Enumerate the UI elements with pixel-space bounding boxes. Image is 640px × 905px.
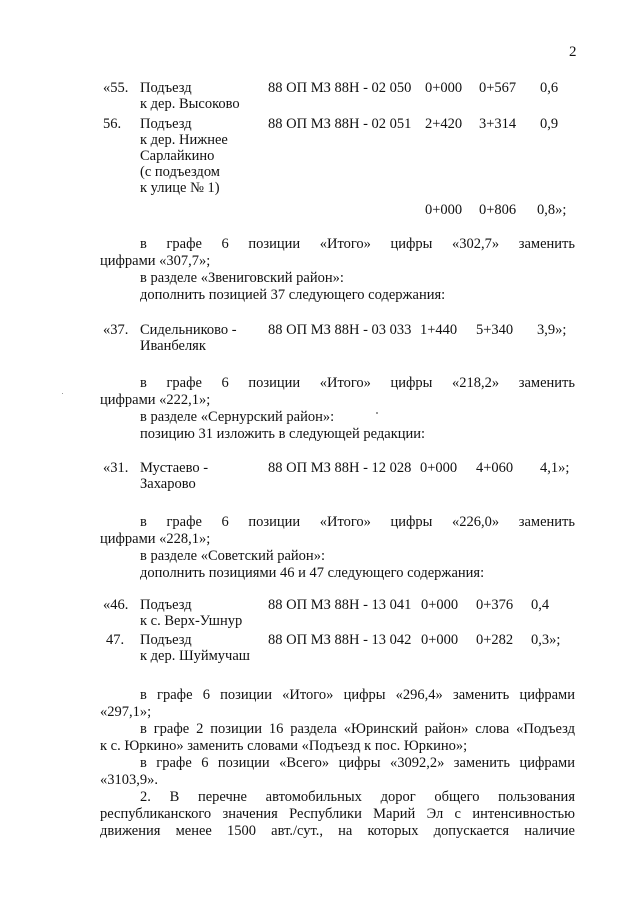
end-km: 0+567 [479, 80, 517, 96]
start-km: 0+000 [425, 202, 463, 218]
amendment-text: республиканского значения Республики Марий Эл с интенсивностью [100, 806, 575, 822]
length-km: 0,4 [531, 597, 550, 613]
scan-speck [376, 412, 378, 414]
amendment-text: в графе 6 позиции «Всего» цифры «3092,2» заменить цифрами [140, 755, 575, 771]
end-km: 3+314 [479, 116, 517, 132]
scan-speck [62, 393, 63, 394]
amendment-text: цифрами «228,1»; [100, 531, 211, 547]
road-name: Подъезд к дер. Шуймучаш [140, 632, 250, 664]
road-code: 88 ОП МЗ 88Н - 13 042 [268, 632, 412, 648]
start-km: 2+420 [425, 116, 463, 132]
amendment-text: цифрами «222,1»; [100, 392, 211, 408]
length-km: 0,9 [540, 116, 559, 132]
amendment-text: в графе 6 позиции «Итого» цифры «218,2» заменить [140, 375, 575, 391]
road-code: 88 ОП МЗ 88Н - 03 033 [268, 322, 412, 338]
position-number: 56. [103, 116, 122, 132]
road-code: 88 ОП МЗ 88Н - 12 028 [268, 460, 412, 476]
start-km: 0+000 [425, 80, 463, 96]
section-instruction: в разделе «Сернурский район»: [140, 409, 335, 425]
road-code: 88 ОП МЗ 88Н - 02 051 [268, 116, 412, 132]
start-km: 0+000 [420, 460, 458, 476]
end-km: 0+806 [479, 202, 517, 218]
road-name: Подъезд к с. Верх-Ушнур [140, 597, 243, 629]
start-km: 1+440 [420, 322, 458, 338]
section-instruction: в разделе «Звениговский район»: [140, 270, 344, 286]
road-name: Подъезд к дер. Нижнее Сарлайкино (с подъездом к улице № 1) [140, 116, 228, 196]
position-number: «31. [103, 460, 129, 476]
length-km: 3,9»; [537, 322, 567, 338]
end-km: 5+340 [476, 322, 514, 338]
amendment-text: «3103,9». [100, 772, 158, 788]
end-km: 0+282 [476, 632, 514, 648]
section-instruction: дополнить позициями 46 и 47 следующего содержания: [140, 565, 485, 581]
road-name: Подъезд к дер. Высоково [140, 80, 240, 112]
position-number: «46. [103, 597, 129, 613]
section-instruction: позицию 31 изложить в следующей редакции: [140, 426, 426, 442]
length-km: 0,3»; [531, 632, 561, 648]
position-number: 47. [106, 632, 125, 648]
amendment-text: цифрами «307,7»; [100, 253, 211, 269]
road-code: 88 ОП МЗ 88Н - 02 050 [268, 80, 412, 96]
section-instruction: в разделе «Советский район»: [140, 548, 325, 564]
road-name: Мустаево - Захарово [140, 460, 209, 492]
amendment-text: к с. Юркино» заменить словами «Подъезд к пос. Юркино»; [100, 738, 468, 754]
road-name: Сидельниково - Иванбеляк [140, 322, 237, 354]
length-km: 0,8»; [537, 202, 567, 218]
start-km: 0+000 [421, 597, 459, 613]
end-km: 4+060 [476, 460, 514, 476]
amendment-text: в графе 6 позиции «Итого» цифры «302,7» заменить [140, 236, 575, 252]
road-code: 88 ОП МЗ 88Н - 13 041 [268, 597, 412, 613]
position-number: «55. [103, 80, 129, 96]
amendment-text: в графе 2 позиции 16 раздела «Юринский район» слова «Подъезд [140, 721, 575, 737]
amendment-text: в графе 6 позиции «Итого» цифры «296,4» заменить цифрами [140, 687, 575, 703]
length-km: 0,6 [540, 80, 559, 96]
start-km: 0+000 [421, 632, 459, 648]
position-number: «37. [103, 322, 129, 338]
section-instruction: дополнить позицией 37 следующего содержания: [140, 287, 446, 303]
amendment-text: «297,1»; [100, 704, 152, 720]
amendment-text: движения менее 1500 авт./сут., на которых допускается наличие [100, 823, 575, 839]
amendment-text: в графе 6 позиции «Итого» цифры «226,0» заменить [140, 514, 575, 530]
end-km: 0+376 [476, 597, 514, 613]
length-km: 4,1»; [540, 460, 570, 476]
page-number: 2 [569, 44, 577, 60]
amendment-text: 2. В перечне автомобильных дорог общего пользования [140, 789, 575, 805]
